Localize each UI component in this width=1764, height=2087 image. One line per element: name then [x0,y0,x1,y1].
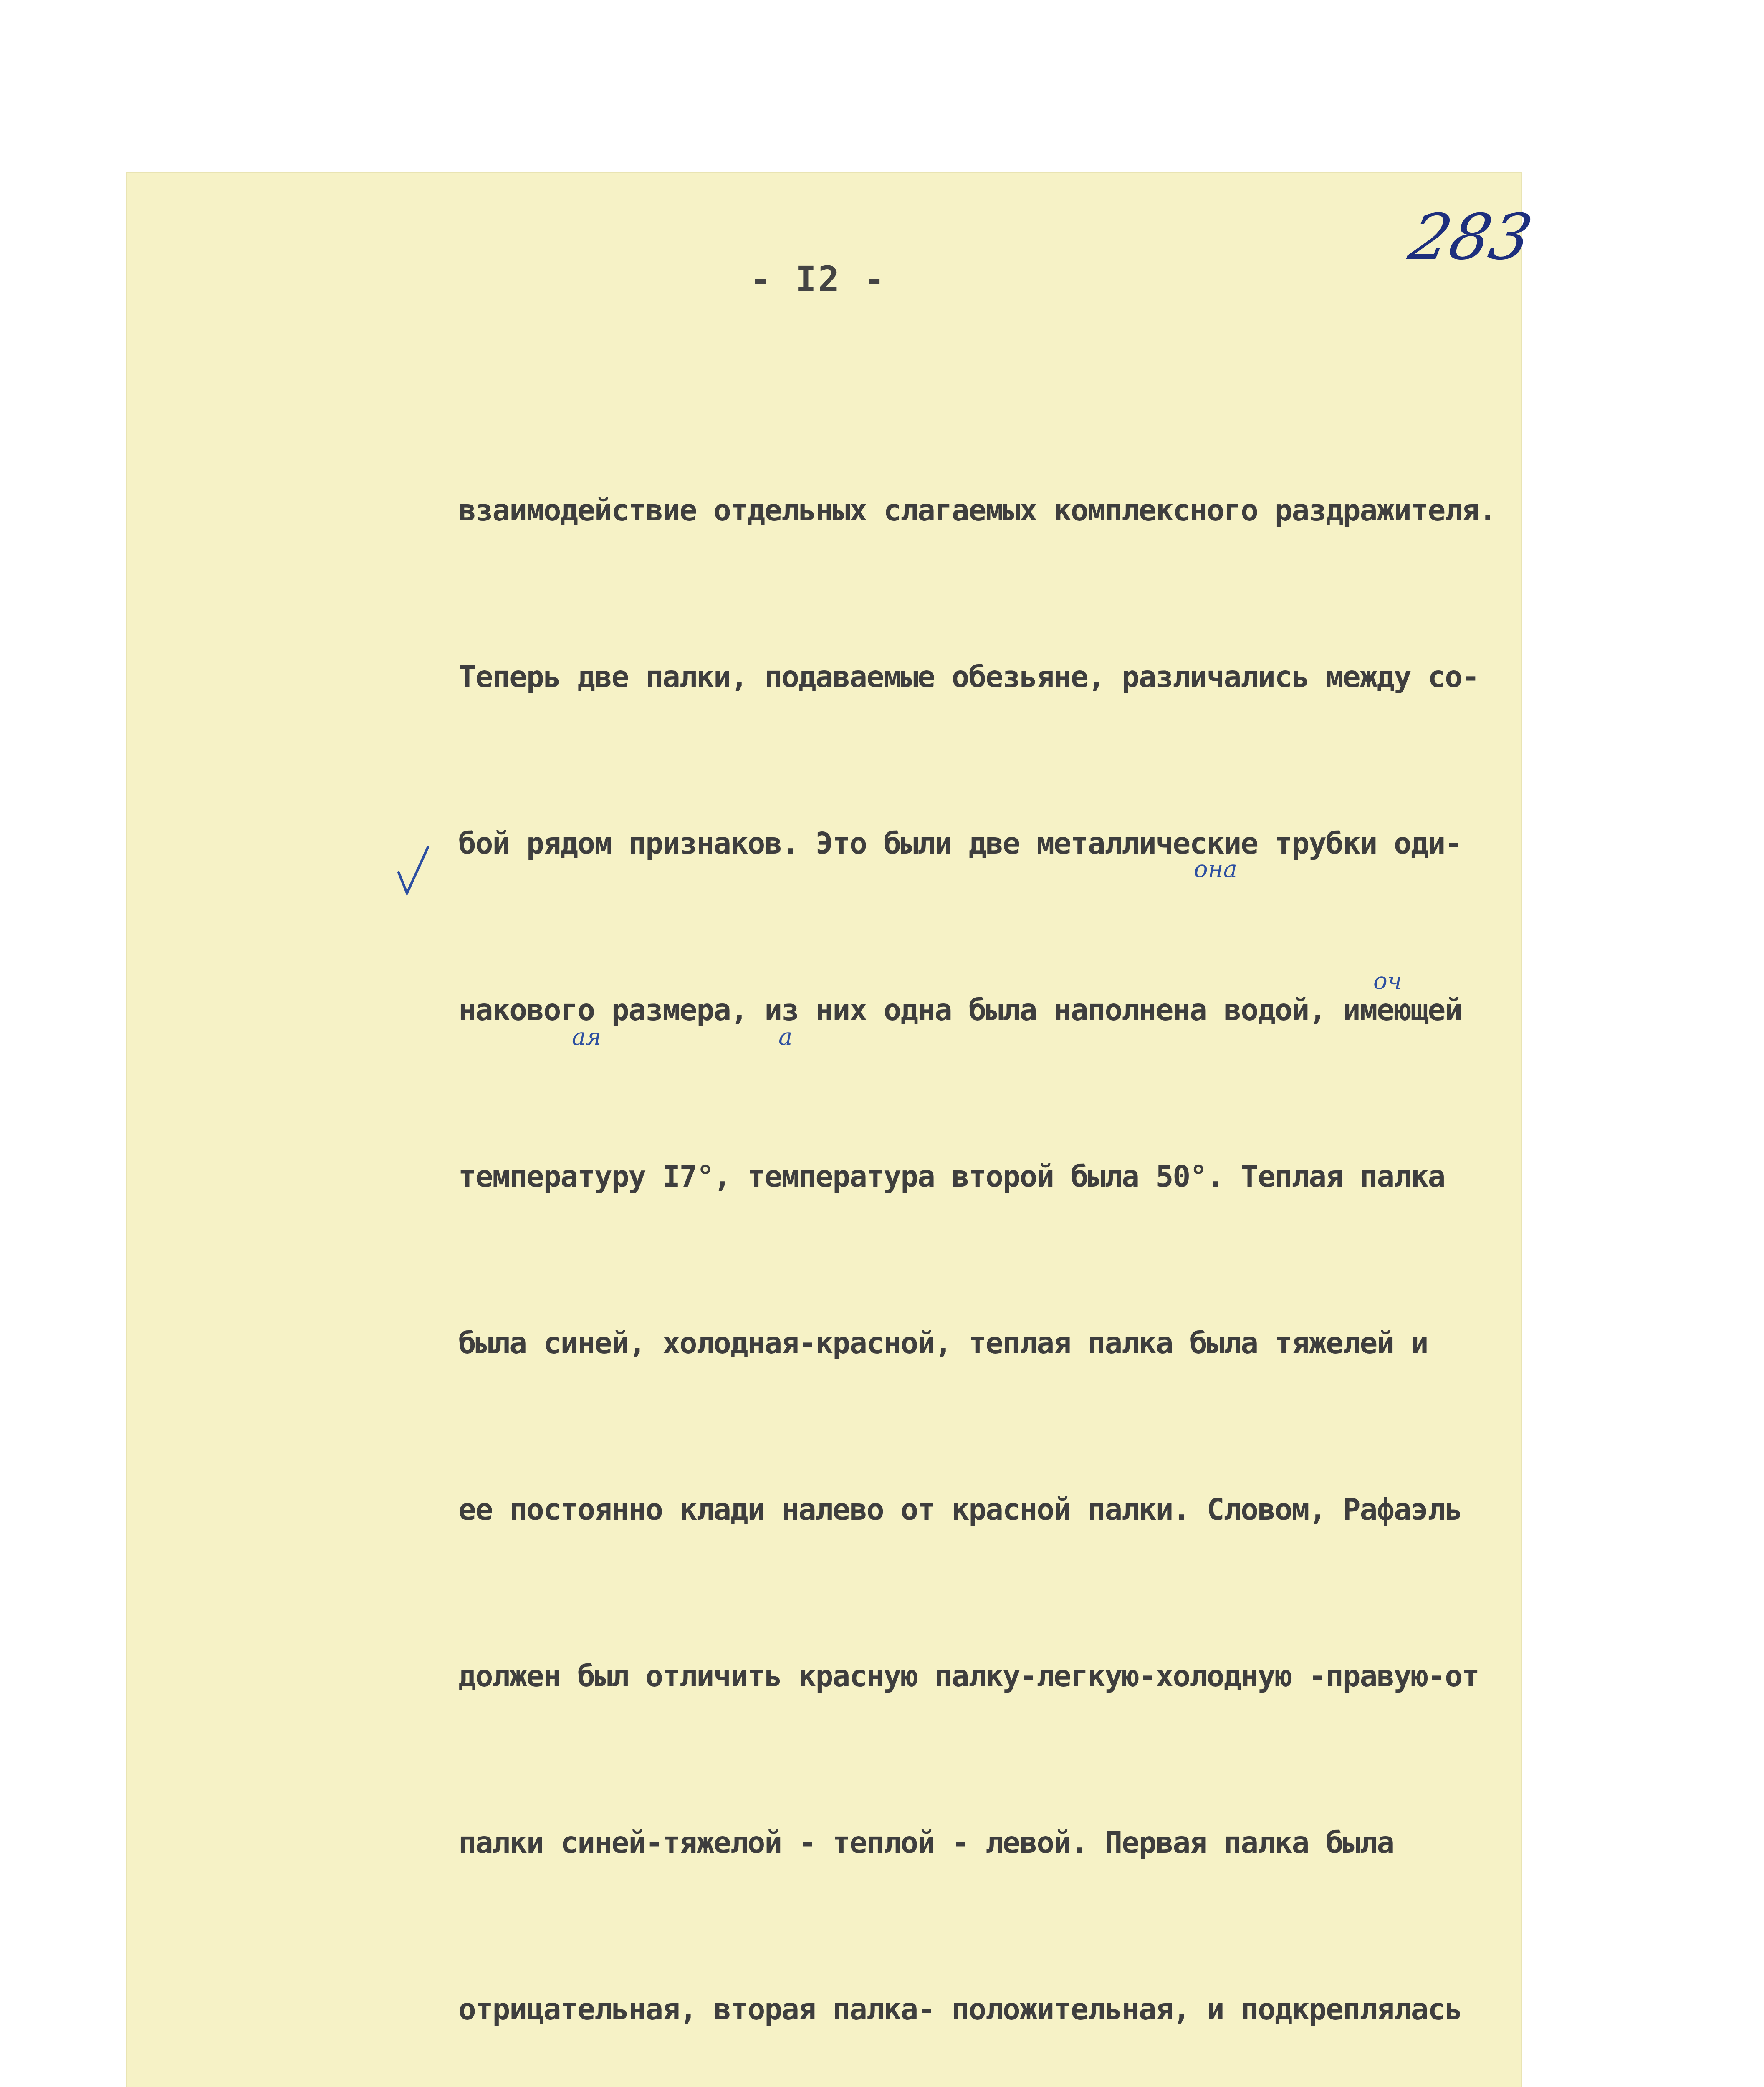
annotation-ay: ая [572,1023,601,1051]
annotation-ona: она [1194,856,1237,883]
text-line-3: бой рядом признаков. Это были две металлические трубки оди- [458,826,1462,861]
body-text [458,371,1494,2087]
text-line-10: отрицательная, вторая палка- положительная, и подкреплялась [458,1992,1462,2026]
text-line-6: была синей, холодная-красной, теплая палка была тяжелей и [458,1326,1428,1360]
text-line-9: палки синей-тяжелой - теплой - левой. Первая палка была [458,1825,1394,1860]
text-line-2: Теперь две палки, подаваемые обезьяне, различались между со- [458,659,1479,694]
page-number: - I2 - [750,259,887,300]
text-line-7: ее постоянно клади налево от красной палки. Словом, Рафаэль [458,1492,1462,1527]
text-line-8: должен был отличить красную палку-легкую-холодную -правую-от [458,1659,1479,1693]
annotation-och: оч [1373,968,1402,995]
text-line-5: температуру I7°, температура второй была 50°. Теплая палка [458,1159,1445,1194]
text-line-1: взаимодействие отдельных слагаемых комплексного раздражителя. [458,493,1496,528]
margin-check-icon [397,843,430,897]
annotation-a: а [778,1023,793,1051]
text-line-4: накового размера, из них одна была наполнена водой, имеющей [458,993,1462,1027]
folio-number: 283 [1403,201,1538,274]
